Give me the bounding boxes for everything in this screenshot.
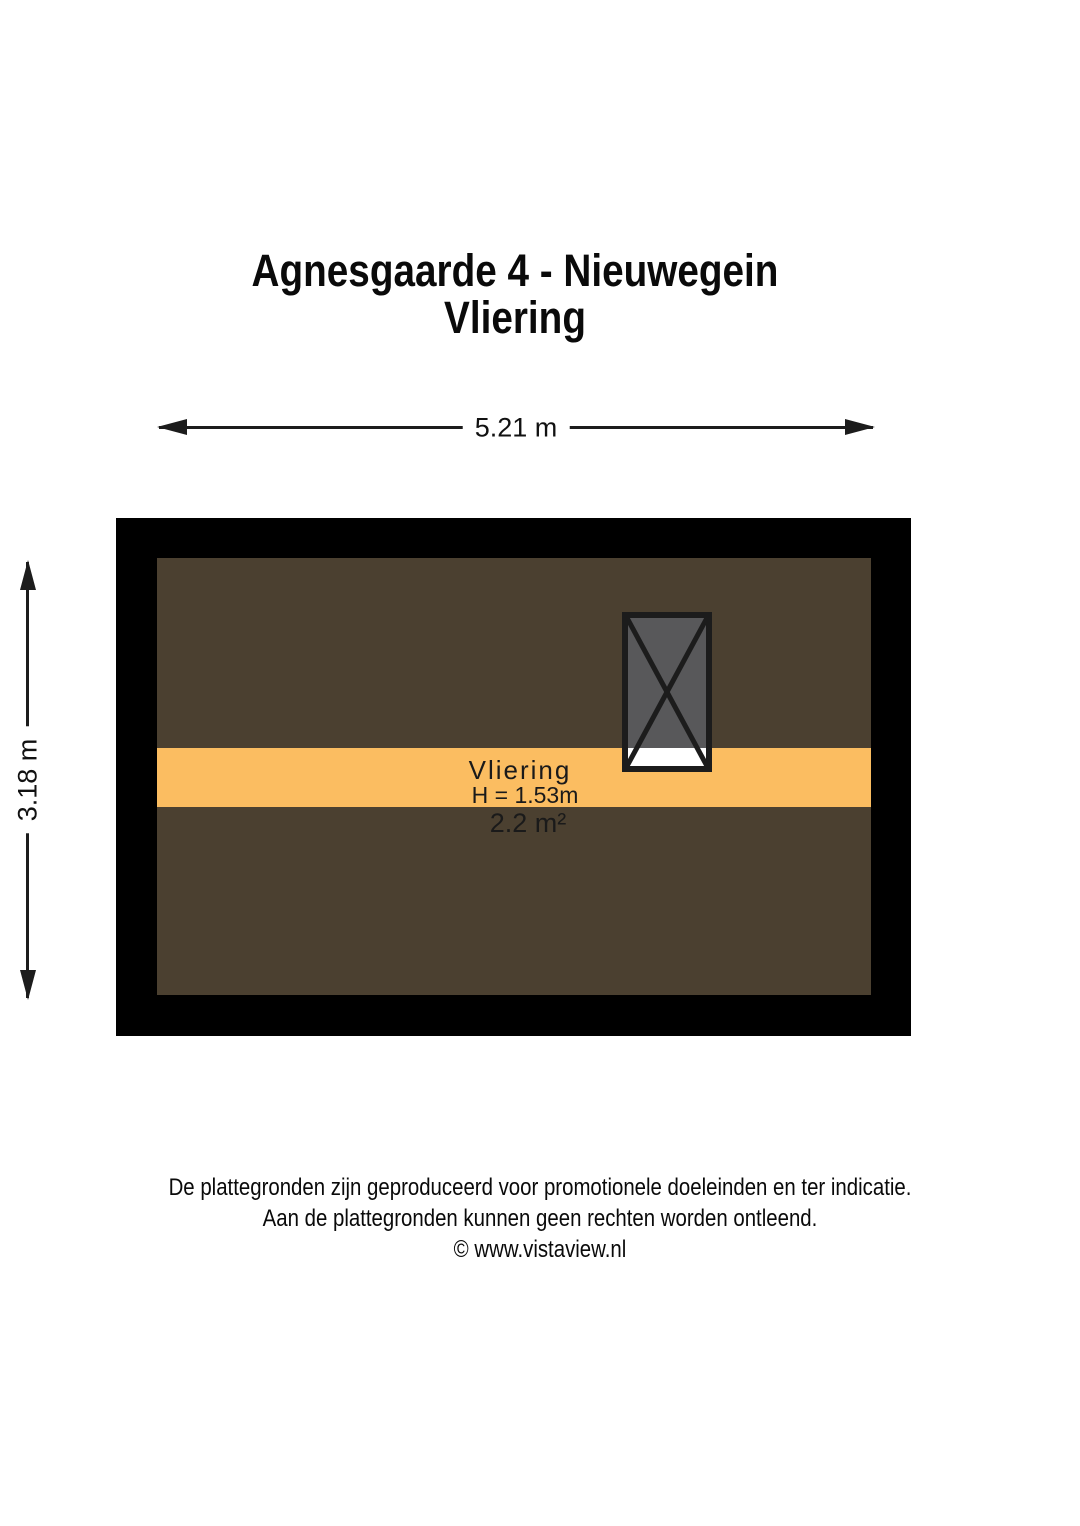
stairs-hatch-icon [622,612,712,772]
room-name-label: Vliering [468,755,572,785]
arrow-down-icon [20,970,36,1000]
footer-disclaimer [81,1172,999,1265]
room-ceiling-height-label: H = 1.53m [471,782,579,808]
copyright-line: © www.vistaview.nl [453,1236,627,1263]
room-area-label: 2.2 m² [489,808,567,838]
title-floor-name: Vliering [444,292,586,343]
width-dimension [157,413,875,443]
disclaimer-line-1: De plattegronden zijn geproduceerd voor promotionele doeleinden en ter indicatie. [168,1174,912,1201]
attic-floor [157,558,871,995]
arrow-left-icon [157,419,187,435]
height-dimension [13,560,43,1000]
arrow-right-icon [845,419,875,435]
page-title [72,247,958,341]
title-address: Agnesgaarde 4 - Nieuwegein [251,245,779,296]
disclaimer-line-2: Aan de plattegronden kunnen geen rechten worden ontleend. [262,1205,818,1232]
height-dimension-label: 3.18 m [13,727,44,834]
floorplan-walls [116,518,911,1036]
arrow-up-icon [20,560,36,590]
width-dimension-label: 5.21 m [463,413,570,444]
